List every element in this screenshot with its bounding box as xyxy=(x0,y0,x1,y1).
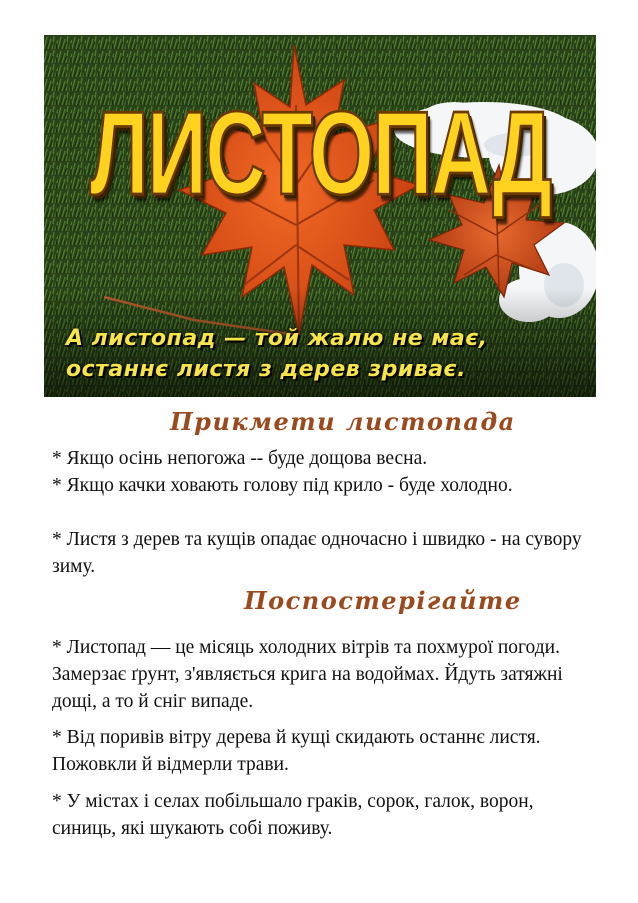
listopad-banner-image xyxy=(44,35,596,397)
banner-quote xyxy=(66,323,586,385)
banner-title: ЛИСТОПАД xyxy=(89,85,551,220)
omen-item: * Якщо качки ховають голову під крило - буде холодно. xyxy=(52,475,513,496)
section-heading-omens: Прикмети листопада xyxy=(170,407,516,436)
observation-item: * Листопад — це місяць холодних вітрів та похмурої погоди. Замерзає ґрунт, з'являється крига на водоймах. Йдуть затяжні дощі, а то й сніг випаде. xyxy=(52,637,563,712)
section-heading-observe: Поспостерігайте xyxy=(244,586,522,615)
omen-item: * Листя з дерев та кущів опадає одночасно і швидко - на сувору зиму. xyxy=(52,529,582,577)
banner-quote-line-2: останнє листя з дерев зриває. xyxy=(66,357,466,382)
observation-item: * У містах і селах побільшало граків, сорок, галок, ворон, синиць, які шукають собі поживу. xyxy=(52,791,534,839)
observation-item: * Від поривів вітру дерева й кущі скидають останнє листя. Пожовкли й відмерли трави. xyxy=(52,727,541,775)
banner-quote-line-1: А листопад — той жалю не має, xyxy=(66,326,488,351)
omen-item: * Якщо осінь непогожа -- буде дощова весна. xyxy=(52,448,428,469)
